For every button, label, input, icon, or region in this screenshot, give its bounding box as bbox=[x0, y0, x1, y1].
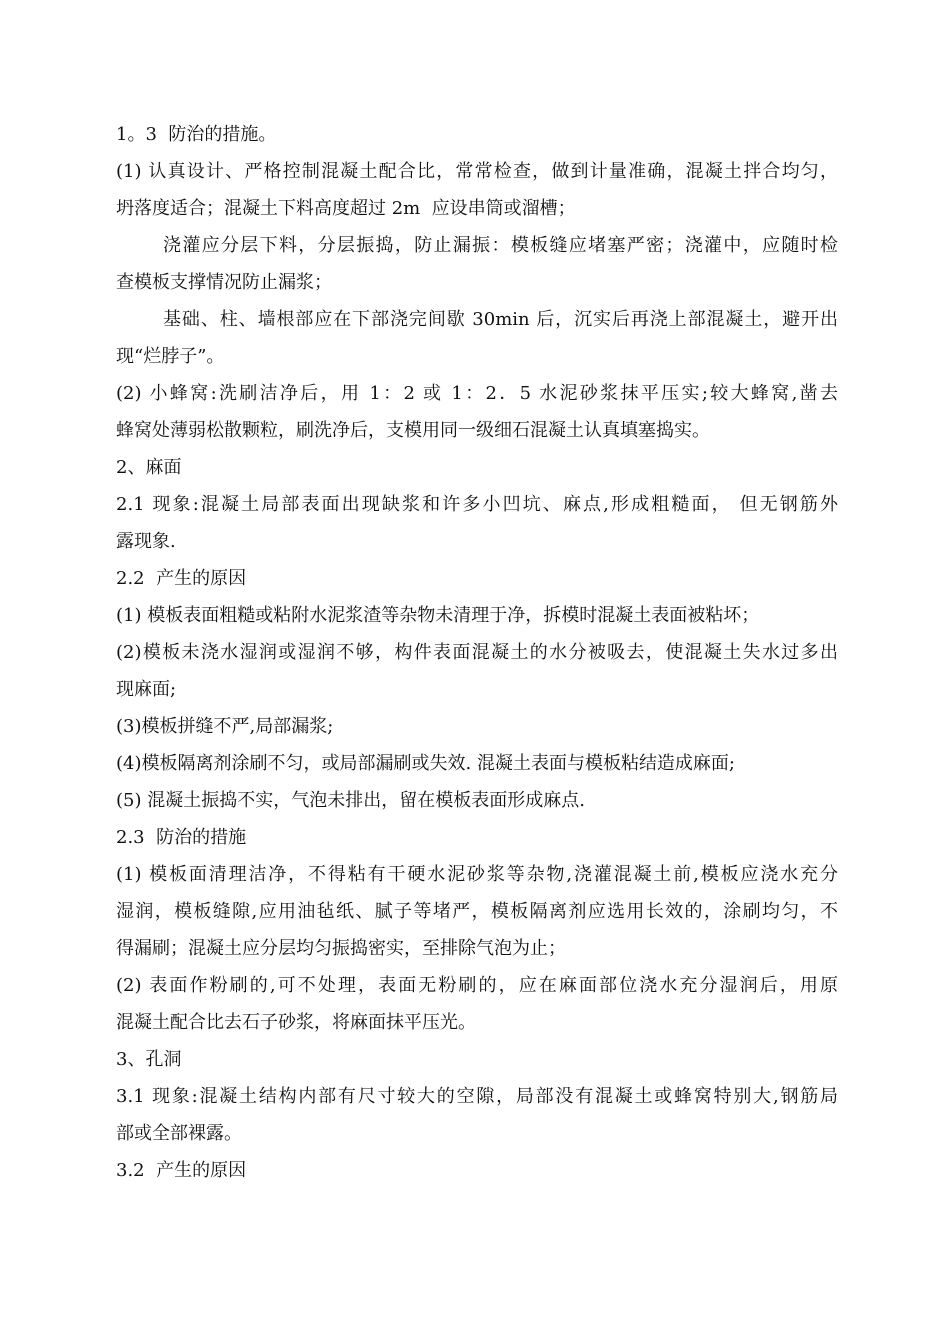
section-heading-2-2: 2.2 产生的原因 bbox=[116, 568, 247, 589]
paragraph-line: 露现象. bbox=[116, 531, 176, 552]
section-heading-3-2: 3.2 产生的原因 bbox=[116, 1160, 247, 1181]
paragraph-line: 2.1 现象:混凝土局部表面出现缺浆和许多小凹坑、麻点,形成粗糙面， 但无钢筋外 bbox=[116, 494, 838, 515]
document-body bbox=[116, 116, 838, 1189]
paragraph-line: (5) 混凝土振捣不实，气泡未排出，留在模板表面形成麻点. bbox=[116, 790, 585, 811]
paragraph-line: (1) 认真设计、严格控制混凝土配合比，常常检查，做到计量准确，混凝土拌合均匀， bbox=[116, 161, 838, 182]
paragraph-line: 得漏刷；混凝土应分层均匀振捣密实，至排除气泡为止； bbox=[116, 938, 566, 959]
paragraph-line: 现麻面; bbox=[116, 679, 177, 700]
paragraph-line: 部或全部裸露。 bbox=[116, 1123, 242, 1144]
paragraph-line: 3.1 现象:混凝土结构内部有尺寸较大的空隙，局部没有混凝土或蜂窝特别大,钢筋局 bbox=[116, 1086, 838, 1107]
paragraph-line: 现“烂脖子”。 bbox=[116, 346, 225, 367]
paragraph-line: (1) 模板表面粗糙或粘附水泥浆渣等杂物未清理于净，拆模时混凝土表面被粘坏； bbox=[116, 605, 760, 626]
paragraph-line: (2) 表面作粉刷的,可不处理，表面无粉刷的，应在麻面部位浇水充分湿润后，用原 bbox=[116, 975, 838, 996]
paragraph-line: 混凝土配合比去石子砂浆，将麻面抹平压光。 bbox=[116, 1012, 476, 1033]
paragraph-line: (1) 模板面清理洁净，不得粘有干硬水泥砂浆等杂物,浇灌混凝土前,模板应浇水充分 bbox=[116, 864, 838, 885]
paragraph-line: (3)模板拼缝不严,局部漏浆; bbox=[116, 716, 334, 737]
paragraph-line: 坍落度适合；混凝土下料高度超过 2m 应设串筒或溜槽； bbox=[116, 198, 576, 219]
section-heading-2-3: 2.3 防治的措施 bbox=[116, 827, 247, 848]
section-heading-2: 2、麻面 bbox=[116, 457, 182, 478]
section-heading-3: 3、孔洞 bbox=[116, 1049, 182, 1070]
paragraph-line: (2)模板未浇水湿润或湿润不够，构件表面混凝土的水分被吸去，使混凝土失水过多出 bbox=[116, 642, 838, 663]
paragraph-line: (2) 小蜂窝:洗刷洁净后，用 1：2 或 1：2．5 水泥砂浆抹平压实;较大蜂窝,凿去 bbox=[116, 383, 838, 404]
paragraph-line: 基础、柱、墙根部应在下部浇完间歇 30min 后，沉实后再浇上部混凝土，避开出 bbox=[163, 309, 838, 330]
paragraph-line: (4)模板隔离剂涂刷不匀，或局部漏刷或失效. 混凝土表面与模板粘结造成麻面; bbox=[116, 753, 736, 774]
paragraph-line: 浇灌应分层下料，分层振捣，防止漏振：模板缝应堵塞严密；浇灌中，应随时检 bbox=[163, 235, 838, 256]
section-heading-1-3: 1。3 防治的措施。 bbox=[116, 124, 277, 145]
paragraph-line: 蜂窝处薄弱松散颗粒，刷洗净后，支模用同一级细石混凝土认真填塞捣实。 bbox=[116, 420, 710, 441]
paragraph-line: 湿润，模板缝隙,应用油毡纸、腻子等堵严，模板隔离剂应选用长效的，涂刷均匀，不 bbox=[116, 901, 838, 922]
paragraph-line: 查模板支撑情况防止漏浆； bbox=[116, 272, 332, 293]
